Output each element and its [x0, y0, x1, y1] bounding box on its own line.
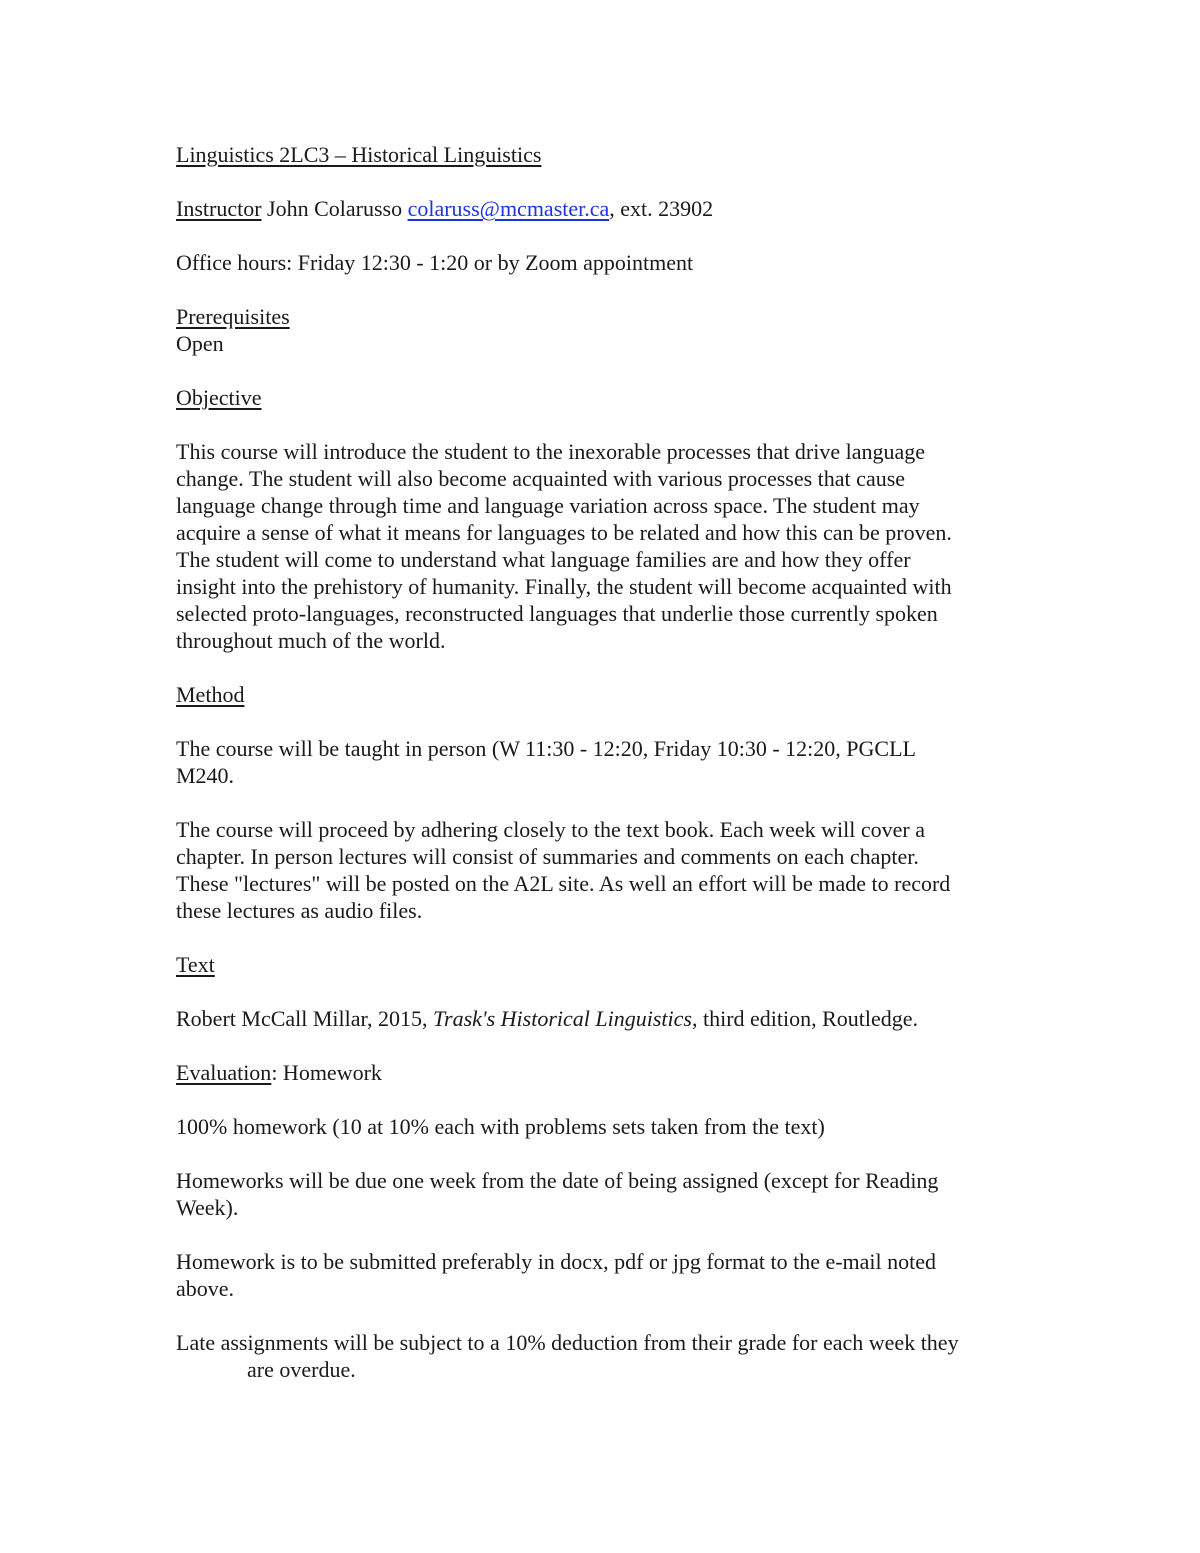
text-line: these lectures as audio files. [176, 898, 423, 923]
text-line: This course will introduce the student to the inexorable processes that drive language [176, 439, 925, 464]
evaluation-heading: Evaluation [176, 1060, 272, 1085]
office-hours: Office hours: Friday 12:30 - 1:20 or by Zoom appointment [176, 250, 694, 275]
textbook-title: Trask's Historical Linguistics [432, 1006, 692, 1031]
instructor-label: Instructor [176, 196, 262, 221]
text-line: Homeworks will be due one week from the date of being assigned (except for Reading [176, 1168, 939, 1193]
method-paragraph-schedule [176, 735, 1026, 789]
text-line: language change through time and language variation across space. The student may [176, 493, 920, 518]
text-line: throughout much of the world. [176, 628, 446, 653]
text-heading: Text [176, 952, 215, 977]
text-line: These "lectures" will be posted on the A2L site. As well an effort will be made to record [176, 871, 951, 896]
text-line: insight into the prehistory of humanity. Finally, the student will become acquainted with [176, 574, 952, 599]
text-line: Homework is to be submitted preferably in docx, pdf or jpg format to the e-mail noted [176, 1249, 937, 1274]
text-line: Late assignments will be subject to a 10% deduction from their grade for each week they [176, 1330, 959, 1355]
text-line: change. The student will also become acquainted with various processes that cause [176, 466, 906, 491]
text-line: Week). [176, 1195, 239, 1220]
instructor-line [176, 195, 1026, 222]
text-line: chapter. In person lectures will consist of summaries and comments on each chapter. [176, 844, 919, 869]
text-line: The course will proceed by adhering closely to the text book. Each week will cover a [176, 817, 925, 842]
course-title: Linguistics 2LC3 – Historical Linguistics [176, 142, 542, 167]
evaluation-due-paragraph [176, 1167, 1026, 1221]
text-line: The course will be taught in person (W 11:30 - 12:20, Friday 10:30 - 12:20, PGCLL [176, 736, 916, 761]
evaluation-heading-line [176, 1059, 1026, 1086]
text-line: are overdue. [247, 1357, 356, 1382]
syllabus-document [176, 141, 1026, 1383]
evaluation-breakdown: 100% homework (10 at 10% each with problems sets taken from the text) [176, 1114, 825, 1139]
text-line: acquire a sense of what it means for languages to be related and how this can be proven. [176, 520, 952, 545]
method-heading: Method [176, 682, 245, 707]
evaluation-late-paragraph [176, 1329, 1026, 1383]
evaluation-heading-suffix: : Homework [271, 1060, 382, 1085]
prerequisites-heading: Prerequisites [176, 304, 290, 329]
instructor-email-link[interactable]: colaruss@mcmaster.ca [407, 196, 610, 221]
text-line: selected proto-languages, reconstructed languages that underlie those currently spoken [176, 601, 938, 626]
prerequisites-value: Open [176, 331, 224, 356]
instructor-ext: , ext. 23902 [609, 196, 714, 221]
textbook-citation [176, 1005, 1026, 1032]
text-line: The student will come to understand what language families are and how they offer [176, 547, 911, 572]
textbook-edition-publisher: , third edition, Routledge. [691, 1006, 919, 1031]
text-line: above. [176, 1276, 235, 1301]
method-paragraph-lectures [176, 816, 1026, 924]
evaluation-submit-paragraph [176, 1248, 1026, 1302]
textbook-author-year: Robert McCall Millar, 2015, [176, 1006, 433, 1031]
text-line: M240. [176, 763, 235, 788]
objective-heading: Objective [176, 385, 262, 410]
objective-paragraph [176, 438, 1026, 654]
instructor-name: John Colarusso [267, 196, 403, 221]
